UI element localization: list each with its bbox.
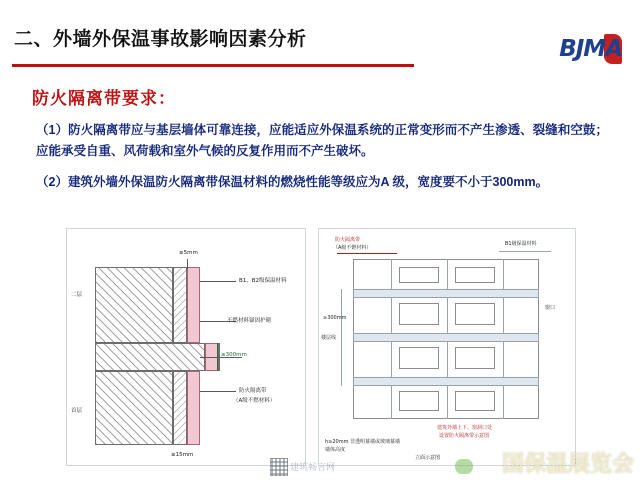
fire-barrier-band-upper	[187, 267, 200, 343]
label-5mm: ≥5mm	[179, 250, 198, 256]
wall-slab	[95, 343, 205, 371]
fire-barrier-band-row-3	[353, 377, 539, 386]
paragraph-2: （2）建筑外墙外保温防火隔离带保温材料的燃烧性能等级应为A 级，宽度要不小于300mm。	[36, 175, 549, 189]
window-r0c2	[455, 267, 495, 283]
label-fire-barrier-right: 防火隔离带	[335, 237, 361, 243]
label-noncombustible-anchor: 不燃材料锚固护砌	[227, 318, 272, 324]
wall-upper-mass	[95, 267, 173, 343]
note-line-1: h≥20mm 非透明幕墙或玻璃幕墙	[325, 439, 401, 445]
window-r2c2	[455, 347, 495, 369]
label-fire-barrier: 防火隔离带	[239, 388, 267, 394]
label-300mm: ≥300mm	[221, 352, 247, 358]
body-text-block	[36, 120, 608, 203]
label-fire-barrier-sub: （A级不燃材料）	[233, 398, 276, 404]
wall-lower-mass	[95, 371, 173, 445]
figure-area	[66, 228, 576, 466]
window-r2c1	[399, 347, 439, 369]
header-divider	[12, 64, 414, 67]
watermark-expo-name: 国保温展览会	[501, 451, 634, 476]
leader-line-4	[200, 391, 236, 392]
leader-line-insulation	[499, 251, 551, 252]
leader-line-top	[187, 259, 188, 269]
note-line-2: 墙体高度	[325, 447, 346, 453]
label-window: 窗口	[545, 305, 556, 311]
caption-line-1: 建筑外墙上下、窗洞口处	[437, 425, 493, 431]
label-300mm-right: ≥300mm	[323, 315, 347, 321]
window-r3c1	[399, 391, 439, 411]
window-r1c1	[399, 303, 439, 325]
window-r1c2	[455, 303, 495, 325]
fire-barrier-band-row-2	[353, 333, 539, 342]
label-15mm: ≥15mm	[171, 452, 194, 458]
label-fire-barrier-sub-right: （A级不燃材料）	[333, 245, 372, 251]
qr-code-watermark	[270, 458, 288, 476]
label-second-floor: 二层	[71, 292, 83, 298]
label-insulation-class: B1、B2级保温材料	[239, 278, 287, 284]
label-floor-line: 楼层线	[321, 335, 337, 341]
dimension-line-300	[217, 343, 218, 371]
window-r0c1	[399, 267, 439, 283]
label-first-floor: 首层	[71, 408, 83, 414]
leader-line-1	[200, 281, 236, 282]
fire-barrier-band-row-1	[353, 289, 539, 298]
note-line-3: 立面示意图	[415, 455, 441, 461]
insulation-layer-upper	[173, 267, 187, 343]
fire-barrier-band-lower	[187, 371, 200, 445]
watermark-site-name: 建筑畅言网	[290, 462, 336, 472]
logo-text: BJMA	[559, 36, 622, 62]
insulation-layer-lower	[173, 371, 187, 445]
vertical-dimension-line	[341, 289, 342, 386]
wechat-icon-watermark	[455, 459, 473, 474]
window-r3c2	[455, 391, 495, 411]
leader-line-barrier	[337, 253, 397, 254]
caption-line-2: 设置防火隔离带示意图	[439, 433, 490, 439]
figure-building-elevation	[318, 228, 576, 466]
slide-header	[0, 0, 640, 72]
page-title: 二、外墙外保温事故影响因素分析	[14, 29, 307, 50]
paragraph-1: （1）防火隔离带应与基层墙体可靠连接，应能适应外保温系统的正常变形而不产生渗透、裂缝和空鼓；应能承受自重、风荷载和室外气候的反复作用而不产生破坏。	[36, 123, 608, 158]
section-title: 防火隔离带要求：	[32, 89, 176, 108]
figure-wall-section	[66, 228, 306, 466]
label-b1-insulation: B1级保温材料	[505, 241, 537, 247]
